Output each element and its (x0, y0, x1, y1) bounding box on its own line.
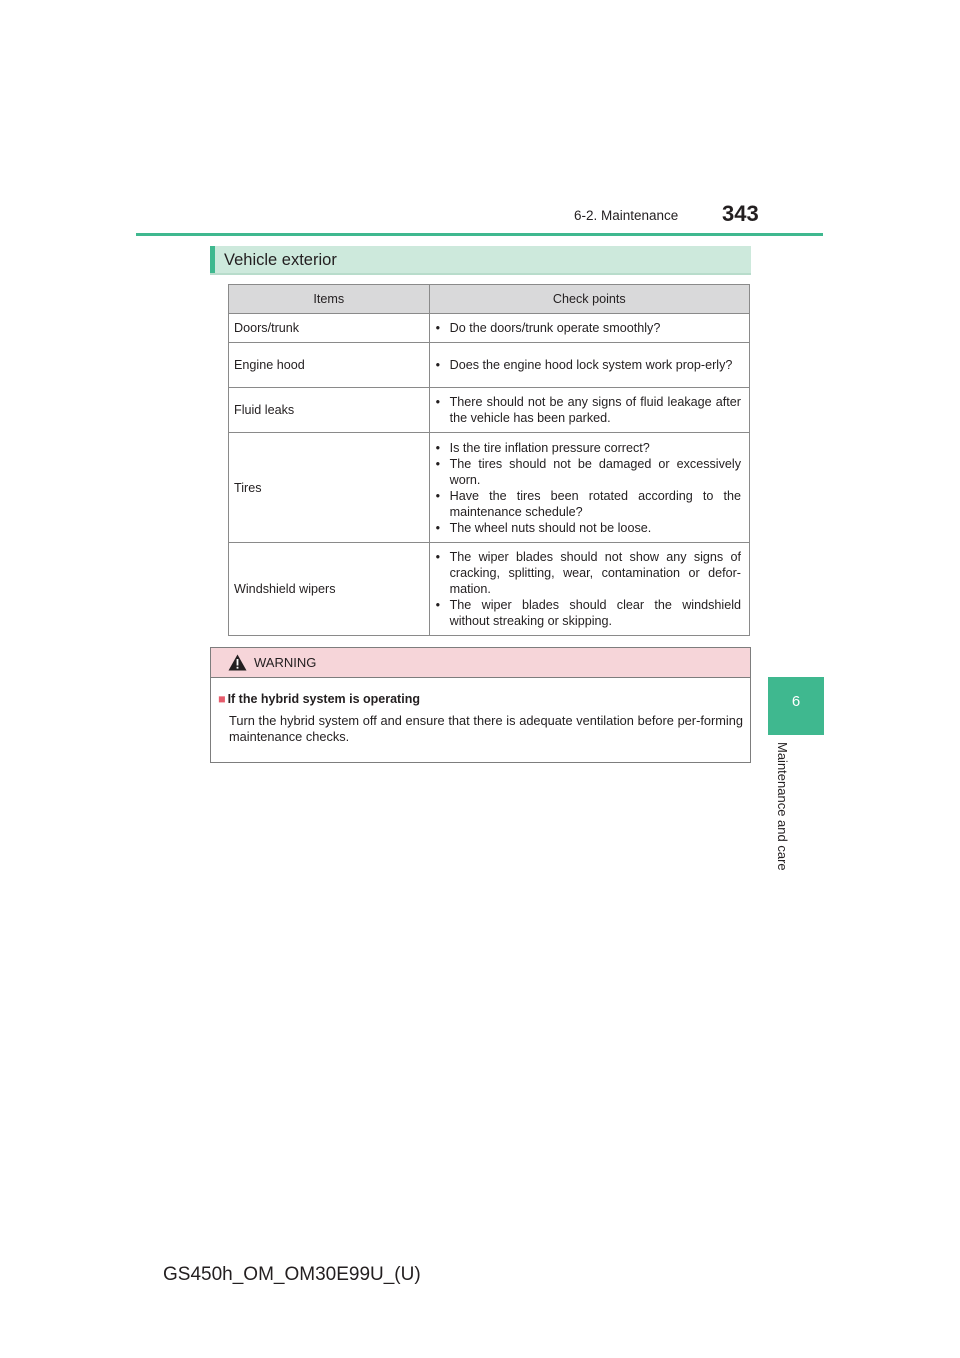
check-point: • There should not be any signs of fluid leakage after the vehicle has been parked. (435, 395, 741, 425)
header-rule (136, 233, 823, 236)
row-item: Tires (229, 433, 430, 543)
page-number: 343 (722, 201, 759, 226)
row-check-points (429, 314, 749, 343)
row-item: Engine hood (229, 343, 430, 388)
table-row (229, 388, 750, 433)
column-header-check-points: Check points (429, 285, 749, 314)
table-header-row (229, 285, 750, 314)
row-check-points (429, 388, 749, 433)
section-accent (210, 246, 215, 273)
check-table (228, 284, 750, 636)
warning-title: WARNING (254, 655, 317, 670)
warning-triangle-icon (228, 654, 247, 671)
chapter-side-label (770, 742, 794, 887)
document-code: GS450h_OM_OM30E99U_(U) (163, 1264, 421, 1285)
warning-subtitle: ■ If the hybrid system is operating (218, 692, 420, 706)
chapter-tab (768, 677, 824, 735)
warning-bullet-icon: ■ (218, 692, 226, 706)
row-item: Doors/trunk (229, 314, 430, 343)
row-item: Windshield wipers (229, 543, 430, 636)
warning-box (210, 647, 751, 763)
table-row (229, 314, 750, 343)
table-row (229, 343, 750, 388)
warning-header (211, 648, 750, 678)
check-point: • Do the doors/trunk operate smoothly? (435, 321, 661, 335)
chapter-number: 6 (791, 693, 801, 710)
table-row (229, 433, 750, 543)
section-title: Vehicle exterior (224, 251, 337, 269)
check-point: • The wiper blades should not show any signs of cracking, splitting, wear, contamination or defor-mation. (435, 550, 741, 596)
row-check-points (429, 543, 749, 636)
check-point: • Have the tires been rotated according to the maintenance schedule? (435, 488, 741, 519)
check-point: • The wiper blades should clear the windshield without streaking or skipping. (435, 598, 741, 628)
check-point: • The tires should not be damaged or excessively worn. (435, 456, 741, 487)
row-check-points (429, 343, 749, 388)
column-header-items: Items (229, 285, 430, 314)
warning-body: Turn the hybrid system off and ensure that there is adequate ventilation before per-forming maintenance checks. (229, 713, 743, 744)
row-check-points (429, 433, 749, 543)
section-header: 6-2. Maintenance (574, 208, 679, 223)
table-row (229, 543, 750, 636)
check-point: • The wheel nuts should not be loose. (435, 520, 652, 535)
row-item: Fluid leaks (229, 388, 430, 433)
section-heading-bar (210, 246, 751, 275)
check-point: • Does the engine hood lock system work prop-erly? (435, 358, 733, 372)
check-point: • Is the tire inflation pressure correct? (435, 440, 650, 455)
chapter-title: Maintenance and care (775, 742, 790, 871)
